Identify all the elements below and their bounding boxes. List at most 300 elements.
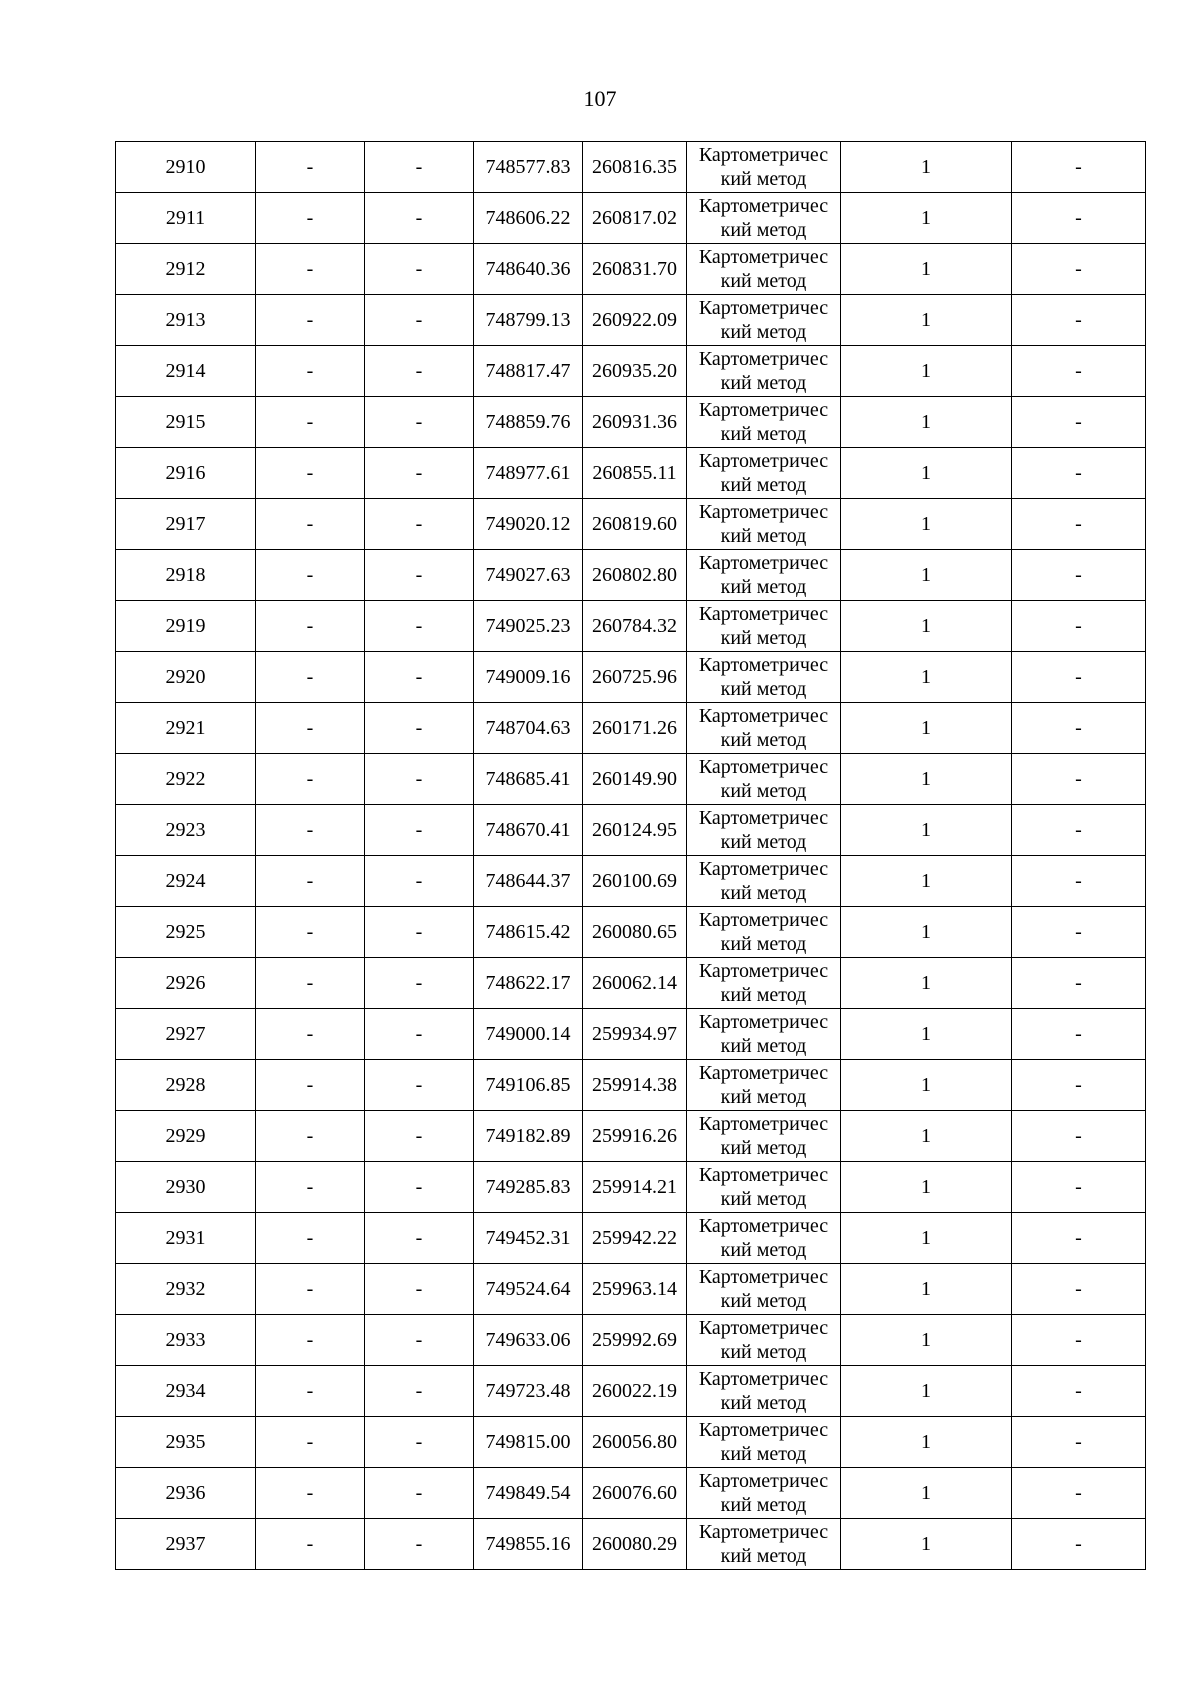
cell-method bbox=[687, 550, 841, 601]
cell-accuracy: 1 bbox=[841, 754, 1012, 805]
cell-accuracy: 1 bbox=[841, 1315, 1012, 1366]
table-body bbox=[116, 142, 1146, 1570]
cell-column-3: - bbox=[365, 1519, 474, 1570]
method-line-1: Картометричес bbox=[698, 1470, 829, 1492]
method-line-1: Картометричес bbox=[698, 807, 829, 829]
cell-accuracy: 1 bbox=[841, 907, 1012, 958]
cell-column-2: - bbox=[256, 397, 365, 448]
method-line-1: Картометричес bbox=[698, 1419, 829, 1441]
table-row bbox=[116, 856, 1146, 907]
table-row bbox=[116, 1264, 1146, 1315]
cell-column-9: - bbox=[1012, 142, 1146, 193]
cell-accuracy: 1 bbox=[841, 1111, 1012, 1162]
cell-column-9: - bbox=[1012, 1111, 1146, 1162]
cell-accuracy: 1 bbox=[841, 958, 1012, 1009]
method-line-2: кий метод bbox=[720, 423, 807, 445]
cell-x-coordinate: 748622.17 bbox=[474, 958, 583, 1009]
cell-column-9: - bbox=[1012, 1519, 1146, 1570]
table-row bbox=[116, 295, 1146, 346]
cell-column-3: - bbox=[365, 805, 474, 856]
cell-y-coordinate: 259963.14 bbox=[583, 1264, 687, 1315]
table-row bbox=[116, 1009, 1146, 1060]
cell-x-coordinate: 748577.83 bbox=[474, 142, 583, 193]
cell-column-3: - bbox=[365, 958, 474, 1009]
cell-accuracy: 1 bbox=[841, 499, 1012, 550]
method-line-1: Картометричес bbox=[698, 1062, 829, 1084]
cell-column-2: - bbox=[256, 1366, 365, 1417]
cell-x-coordinate: 749027.63 bbox=[474, 550, 583, 601]
cell-accuracy: 1 bbox=[841, 397, 1012, 448]
method-line-1: Картометричес bbox=[698, 348, 829, 370]
method-line-1: Картометричес bbox=[698, 1113, 829, 1135]
cell-column-9: - bbox=[1012, 397, 1146, 448]
cell-point-number: 2912 bbox=[116, 244, 256, 295]
cell-y-coordinate: 260802.80 bbox=[583, 550, 687, 601]
cell-y-coordinate: 260062.14 bbox=[583, 958, 687, 1009]
cell-column-2: - bbox=[256, 907, 365, 958]
cell-accuracy: 1 bbox=[841, 1519, 1012, 1570]
cell-x-coordinate: 749855.16 bbox=[474, 1519, 583, 1570]
cell-column-9: - bbox=[1012, 499, 1146, 550]
cell-accuracy: 1 bbox=[841, 1213, 1012, 1264]
cell-method bbox=[687, 193, 841, 244]
cell-x-coordinate: 749000.14 bbox=[474, 1009, 583, 1060]
cell-point-number: 2930 bbox=[116, 1162, 256, 1213]
cell-column-9: - bbox=[1012, 907, 1146, 958]
method-line-2: кий метод bbox=[720, 1086, 807, 1108]
cell-column-2: - bbox=[256, 958, 365, 1009]
cell-x-coordinate: 748615.42 bbox=[474, 907, 583, 958]
cell-column-9: - bbox=[1012, 1009, 1146, 1060]
cell-method bbox=[687, 907, 841, 958]
cell-accuracy: 1 bbox=[841, 1009, 1012, 1060]
cell-accuracy: 1 bbox=[841, 244, 1012, 295]
table-row bbox=[116, 1111, 1146, 1162]
cell-y-coordinate: 260816.35 bbox=[583, 142, 687, 193]
cell-column-3: - bbox=[365, 1111, 474, 1162]
cell-method bbox=[687, 499, 841, 550]
cell-column-9: - bbox=[1012, 346, 1146, 397]
cell-column-3: - bbox=[365, 1264, 474, 1315]
cell-method bbox=[687, 1366, 841, 1417]
cell-y-coordinate: 260817.02 bbox=[583, 193, 687, 244]
cell-y-coordinate: 260100.69 bbox=[583, 856, 687, 907]
cell-column-3: - bbox=[365, 856, 474, 907]
cell-column-9: - bbox=[1012, 295, 1146, 346]
table-row bbox=[116, 754, 1146, 805]
cell-y-coordinate: 260819.60 bbox=[583, 499, 687, 550]
cell-column-3: - bbox=[365, 550, 474, 601]
cell-point-number: 2924 bbox=[116, 856, 256, 907]
cell-column-2: - bbox=[256, 1009, 365, 1060]
method-line-2: кий метод bbox=[720, 678, 807, 700]
table-row bbox=[116, 1366, 1146, 1417]
cell-column-9: - bbox=[1012, 550, 1146, 601]
cell-point-number: 2914 bbox=[116, 346, 256, 397]
cell-accuracy: 1 bbox=[841, 295, 1012, 346]
table-row bbox=[116, 907, 1146, 958]
table-row bbox=[116, 448, 1146, 499]
cell-y-coordinate: 260124.95 bbox=[583, 805, 687, 856]
cell-column-3: - bbox=[365, 448, 474, 499]
method-line-1: Картометричес bbox=[698, 195, 829, 217]
cell-accuracy: 1 bbox=[841, 652, 1012, 703]
cell-x-coordinate: 748977.61 bbox=[474, 448, 583, 499]
cell-method bbox=[687, 295, 841, 346]
cell-column-2: - bbox=[256, 1417, 365, 1468]
cell-point-number: 2918 bbox=[116, 550, 256, 601]
cell-y-coordinate: 260171.26 bbox=[583, 703, 687, 754]
cell-method bbox=[687, 958, 841, 1009]
cell-y-coordinate: 260831.70 bbox=[583, 244, 687, 295]
cell-x-coordinate: 748670.41 bbox=[474, 805, 583, 856]
cell-x-coordinate: 749020.12 bbox=[474, 499, 583, 550]
cell-method bbox=[687, 601, 841, 652]
cell-column-9: - bbox=[1012, 652, 1146, 703]
cell-x-coordinate: 749849.54 bbox=[474, 1468, 583, 1519]
cell-column-3: - bbox=[365, 142, 474, 193]
cell-method bbox=[687, 397, 841, 448]
method-line-1: Картометричес bbox=[698, 858, 829, 880]
cell-column-3: - bbox=[365, 397, 474, 448]
cell-method bbox=[687, 142, 841, 193]
cell-x-coordinate: 749815.00 bbox=[474, 1417, 583, 1468]
cell-accuracy: 1 bbox=[841, 448, 1012, 499]
method-line-1: Картометричес bbox=[698, 960, 829, 982]
method-line-2: кий метод bbox=[720, 1188, 807, 1210]
cell-column-3: - bbox=[365, 754, 474, 805]
cell-column-3: - bbox=[365, 703, 474, 754]
cell-accuracy: 1 bbox=[841, 856, 1012, 907]
cell-y-coordinate: 260935.20 bbox=[583, 346, 687, 397]
method-line-2: кий метод bbox=[720, 270, 807, 292]
cell-column-2: - bbox=[256, 142, 365, 193]
method-line-2: кий метод bbox=[720, 1137, 807, 1159]
table-row bbox=[116, 1519, 1146, 1570]
method-line-2: кий метод bbox=[720, 219, 807, 241]
cell-accuracy: 1 bbox=[841, 805, 1012, 856]
table-row bbox=[116, 1468, 1146, 1519]
cell-point-number: 2921 bbox=[116, 703, 256, 754]
cell-column-9: - bbox=[1012, 1060, 1146, 1111]
method-line-1: Картометричес bbox=[698, 399, 829, 421]
table-row bbox=[116, 550, 1146, 601]
cell-accuracy: 1 bbox=[841, 346, 1012, 397]
method-line-2: кий метод bbox=[720, 984, 807, 1006]
method-line-2: кий метод bbox=[720, 882, 807, 904]
method-line-1: Картометричес bbox=[698, 756, 829, 778]
method-line-2: кий метод bbox=[720, 780, 807, 802]
cell-column-2: - bbox=[256, 805, 365, 856]
cell-column-9: - bbox=[1012, 601, 1146, 652]
cell-column-9: - bbox=[1012, 1264, 1146, 1315]
cell-column-2: - bbox=[256, 1111, 365, 1162]
cell-method bbox=[687, 448, 841, 499]
table-row bbox=[116, 805, 1146, 856]
cell-accuracy: 1 bbox=[841, 601, 1012, 652]
table-row bbox=[116, 1162, 1146, 1213]
cell-point-number: 2931 bbox=[116, 1213, 256, 1264]
cell-accuracy: 1 bbox=[841, 142, 1012, 193]
cell-column-2: - bbox=[256, 754, 365, 805]
method-line-1: Картометричес bbox=[698, 552, 829, 574]
method-line-1: Картометричес bbox=[698, 144, 829, 166]
cell-column-2: - bbox=[256, 1468, 365, 1519]
cell-method bbox=[687, 1009, 841, 1060]
cell-method bbox=[687, 1417, 841, 1468]
cell-column-9: - bbox=[1012, 805, 1146, 856]
cell-point-number: 2927 bbox=[116, 1009, 256, 1060]
cell-accuracy: 1 bbox=[841, 550, 1012, 601]
cell-y-coordinate: 260725.96 bbox=[583, 652, 687, 703]
cell-column-3: - bbox=[365, 346, 474, 397]
cell-column-2: - bbox=[256, 652, 365, 703]
method-line-1: Картометричес bbox=[698, 1266, 829, 1288]
cell-column-2: - bbox=[256, 295, 365, 346]
cell-accuracy: 1 bbox=[841, 1060, 1012, 1111]
cell-column-9: - bbox=[1012, 193, 1146, 244]
cell-point-number: 2925 bbox=[116, 907, 256, 958]
cell-column-9: - bbox=[1012, 244, 1146, 295]
cell-column-3: - bbox=[365, 1009, 474, 1060]
cell-column-9: - bbox=[1012, 1417, 1146, 1468]
method-line-2: кий метод bbox=[720, 576, 807, 598]
table-row bbox=[116, 142, 1146, 193]
cell-method bbox=[687, 1213, 841, 1264]
cell-method bbox=[687, 652, 841, 703]
cell-column-9: - bbox=[1012, 448, 1146, 499]
cell-column-9: - bbox=[1012, 1468, 1146, 1519]
table-row bbox=[116, 193, 1146, 244]
cell-x-coordinate: 748685.41 bbox=[474, 754, 583, 805]
cell-x-coordinate: 749723.48 bbox=[474, 1366, 583, 1417]
table-row bbox=[116, 1417, 1146, 1468]
cell-column-9: - bbox=[1012, 958, 1146, 1009]
cell-column-2: - bbox=[256, 1264, 365, 1315]
cell-method bbox=[687, 346, 841, 397]
cell-x-coordinate: 749452.31 bbox=[474, 1213, 583, 1264]
cell-column-3: - bbox=[365, 1162, 474, 1213]
cell-x-coordinate: 749025.23 bbox=[474, 601, 583, 652]
cell-x-coordinate: 749633.06 bbox=[474, 1315, 583, 1366]
cell-column-3: - bbox=[365, 499, 474, 550]
cell-point-number: 2935 bbox=[116, 1417, 256, 1468]
cell-point-number: 2916 bbox=[116, 448, 256, 499]
method-line-1: Картометричес bbox=[698, 246, 829, 268]
cell-column-3: - bbox=[365, 1315, 474, 1366]
table-row bbox=[116, 499, 1146, 550]
cell-accuracy: 1 bbox=[841, 1162, 1012, 1213]
cell-point-number: 2934 bbox=[116, 1366, 256, 1417]
cell-column-3: - bbox=[365, 652, 474, 703]
method-line-2: кий метод bbox=[720, 933, 807, 955]
method-line-2: кий метод bbox=[720, 525, 807, 547]
cell-method bbox=[687, 703, 841, 754]
cell-point-number: 2933 bbox=[116, 1315, 256, 1366]
cell-y-coordinate: 259992.69 bbox=[583, 1315, 687, 1366]
method-line-1: Картометричес bbox=[698, 1215, 829, 1237]
table-row bbox=[116, 1213, 1146, 1264]
cell-method bbox=[687, 1468, 841, 1519]
cell-x-coordinate: 748859.76 bbox=[474, 397, 583, 448]
cell-method bbox=[687, 1060, 841, 1111]
cell-accuracy: 1 bbox=[841, 1366, 1012, 1417]
cell-column-2: - bbox=[256, 703, 365, 754]
cell-column-3: - bbox=[365, 1468, 474, 1519]
method-line-1: Картометричес bbox=[698, 1521, 829, 1543]
method-line-1: Картометричес bbox=[698, 450, 829, 472]
table-row bbox=[116, 397, 1146, 448]
cell-y-coordinate: 259914.38 bbox=[583, 1060, 687, 1111]
cell-x-coordinate: 749285.83 bbox=[474, 1162, 583, 1213]
cell-point-number: 2936 bbox=[116, 1468, 256, 1519]
cell-point-number: 2913 bbox=[116, 295, 256, 346]
method-line-1: Картометричес bbox=[698, 909, 829, 931]
cell-accuracy: 1 bbox=[841, 193, 1012, 244]
table-row bbox=[116, 652, 1146, 703]
cell-column-3: - bbox=[365, 907, 474, 958]
cell-y-coordinate: 259942.22 bbox=[583, 1213, 687, 1264]
method-line-1: Картометричес bbox=[698, 1317, 829, 1339]
cell-point-number: 2926 bbox=[116, 958, 256, 1009]
cell-column-2: - bbox=[256, 1519, 365, 1570]
method-line-2: кий метод bbox=[720, 321, 807, 343]
cell-column-3: - bbox=[365, 1213, 474, 1264]
method-line-1: Картометричес bbox=[698, 1164, 829, 1186]
cell-column-9: - bbox=[1012, 703, 1146, 754]
cell-y-coordinate: 259934.97 bbox=[583, 1009, 687, 1060]
cell-point-number: 2917 bbox=[116, 499, 256, 550]
table-row bbox=[116, 1315, 1146, 1366]
method-line-1: Картометричес bbox=[698, 501, 829, 523]
cell-x-coordinate: 748640.36 bbox=[474, 244, 583, 295]
cell-y-coordinate: 260076.60 bbox=[583, 1468, 687, 1519]
cell-accuracy: 1 bbox=[841, 1417, 1012, 1468]
cell-method bbox=[687, 1264, 841, 1315]
cell-point-number: 2915 bbox=[116, 397, 256, 448]
cell-column-9: - bbox=[1012, 856, 1146, 907]
cell-y-coordinate: 260022.19 bbox=[583, 1366, 687, 1417]
table-row bbox=[116, 703, 1146, 754]
cell-column-3: - bbox=[365, 1417, 474, 1468]
method-line-1: Картометричес bbox=[698, 297, 829, 319]
cell-point-number: 2937 bbox=[116, 1519, 256, 1570]
method-line-2: кий метод bbox=[720, 1545, 807, 1567]
cell-point-number: 2919 bbox=[116, 601, 256, 652]
cell-y-coordinate: 260149.90 bbox=[583, 754, 687, 805]
cell-x-coordinate: 748817.47 bbox=[474, 346, 583, 397]
method-line-1: Картометричес bbox=[698, 1011, 829, 1033]
cell-accuracy: 1 bbox=[841, 1264, 1012, 1315]
cell-x-coordinate: 748704.63 bbox=[474, 703, 583, 754]
cell-column-9: - bbox=[1012, 754, 1146, 805]
method-line-2: кий метод bbox=[720, 1290, 807, 1312]
cell-point-number: 2910 bbox=[116, 142, 256, 193]
cell-point-number: 2923 bbox=[116, 805, 256, 856]
cell-column-2: - bbox=[256, 601, 365, 652]
cell-column-9: - bbox=[1012, 1162, 1146, 1213]
cell-method bbox=[687, 754, 841, 805]
cell-y-coordinate: 260784.32 bbox=[583, 601, 687, 652]
cell-column-2: - bbox=[256, 1315, 365, 1366]
cell-column-2: - bbox=[256, 346, 365, 397]
cell-method bbox=[687, 805, 841, 856]
table-row bbox=[116, 244, 1146, 295]
cell-method bbox=[687, 1111, 841, 1162]
cell-column-2: - bbox=[256, 550, 365, 601]
cell-y-coordinate: 260855.11 bbox=[583, 448, 687, 499]
table-row bbox=[116, 346, 1146, 397]
method-line-2: кий метод bbox=[720, 1443, 807, 1465]
cell-method bbox=[687, 244, 841, 295]
cell-method bbox=[687, 1519, 841, 1570]
cell-y-coordinate: 260080.65 bbox=[583, 907, 687, 958]
cell-column-2: - bbox=[256, 1213, 365, 1264]
cell-point-number: 2928 bbox=[116, 1060, 256, 1111]
cell-column-3: - bbox=[365, 1366, 474, 1417]
cell-column-2: - bbox=[256, 193, 365, 244]
cell-x-coordinate: 749009.16 bbox=[474, 652, 583, 703]
cell-column-2: - bbox=[256, 1162, 365, 1213]
method-line-2: кий метод bbox=[720, 1035, 807, 1057]
cell-accuracy: 1 bbox=[841, 703, 1012, 754]
cell-column-9: - bbox=[1012, 1366, 1146, 1417]
method-line-1: Картометричес bbox=[698, 654, 829, 676]
cell-point-number: 2922 bbox=[116, 754, 256, 805]
cell-y-coordinate: 260922.09 bbox=[583, 295, 687, 346]
table-row bbox=[116, 958, 1146, 1009]
cell-x-coordinate: 748606.22 bbox=[474, 193, 583, 244]
table-row bbox=[116, 1060, 1146, 1111]
cell-x-coordinate: 749524.64 bbox=[474, 1264, 583, 1315]
cell-column-3: - bbox=[365, 193, 474, 244]
cell-y-coordinate: 260056.80 bbox=[583, 1417, 687, 1468]
method-line-2: кий метод bbox=[720, 1341, 807, 1363]
method-line-2: кий метод bbox=[720, 372, 807, 394]
cell-method bbox=[687, 856, 841, 907]
cell-column-2: - bbox=[256, 448, 365, 499]
coordinates-table bbox=[115, 141, 1146, 1570]
cell-y-coordinate: 259914.21 bbox=[583, 1162, 687, 1213]
table-row bbox=[116, 601, 1146, 652]
cell-method bbox=[687, 1162, 841, 1213]
cell-column-2: - bbox=[256, 244, 365, 295]
cell-point-number: 2911 bbox=[116, 193, 256, 244]
cell-y-coordinate: 260080.29 bbox=[583, 1519, 687, 1570]
cell-column-3: - bbox=[365, 1060, 474, 1111]
cell-y-coordinate: 260931.36 bbox=[583, 397, 687, 448]
cell-column-2: - bbox=[256, 1060, 365, 1111]
cell-point-number: 2929 bbox=[116, 1111, 256, 1162]
method-line-2: кий метод bbox=[720, 168, 807, 190]
cell-column-2: - bbox=[256, 856, 365, 907]
method-line-2: кий метод bbox=[720, 1239, 807, 1261]
cell-x-coordinate: 748799.13 bbox=[474, 295, 583, 346]
cell-x-coordinate: 749182.89 bbox=[474, 1111, 583, 1162]
cell-x-coordinate: 748644.37 bbox=[474, 856, 583, 907]
cell-x-coordinate: 749106.85 bbox=[474, 1060, 583, 1111]
cell-point-number: 2920 bbox=[116, 652, 256, 703]
page-number: 107 bbox=[583, 86, 617, 111]
method-line-2: кий метод bbox=[720, 627, 807, 649]
cell-column-9: - bbox=[1012, 1213, 1146, 1264]
cell-method bbox=[687, 1315, 841, 1366]
method-line-1: Картометричес bbox=[698, 1368, 829, 1390]
cell-y-coordinate: 259916.26 bbox=[583, 1111, 687, 1162]
cell-column-3: - bbox=[365, 601, 474, 652]
cell-column-3: - bbox=[365, 244, 474, 295]
method-line-2: кий метод bbox=[720, 1392, 807, 1414]
